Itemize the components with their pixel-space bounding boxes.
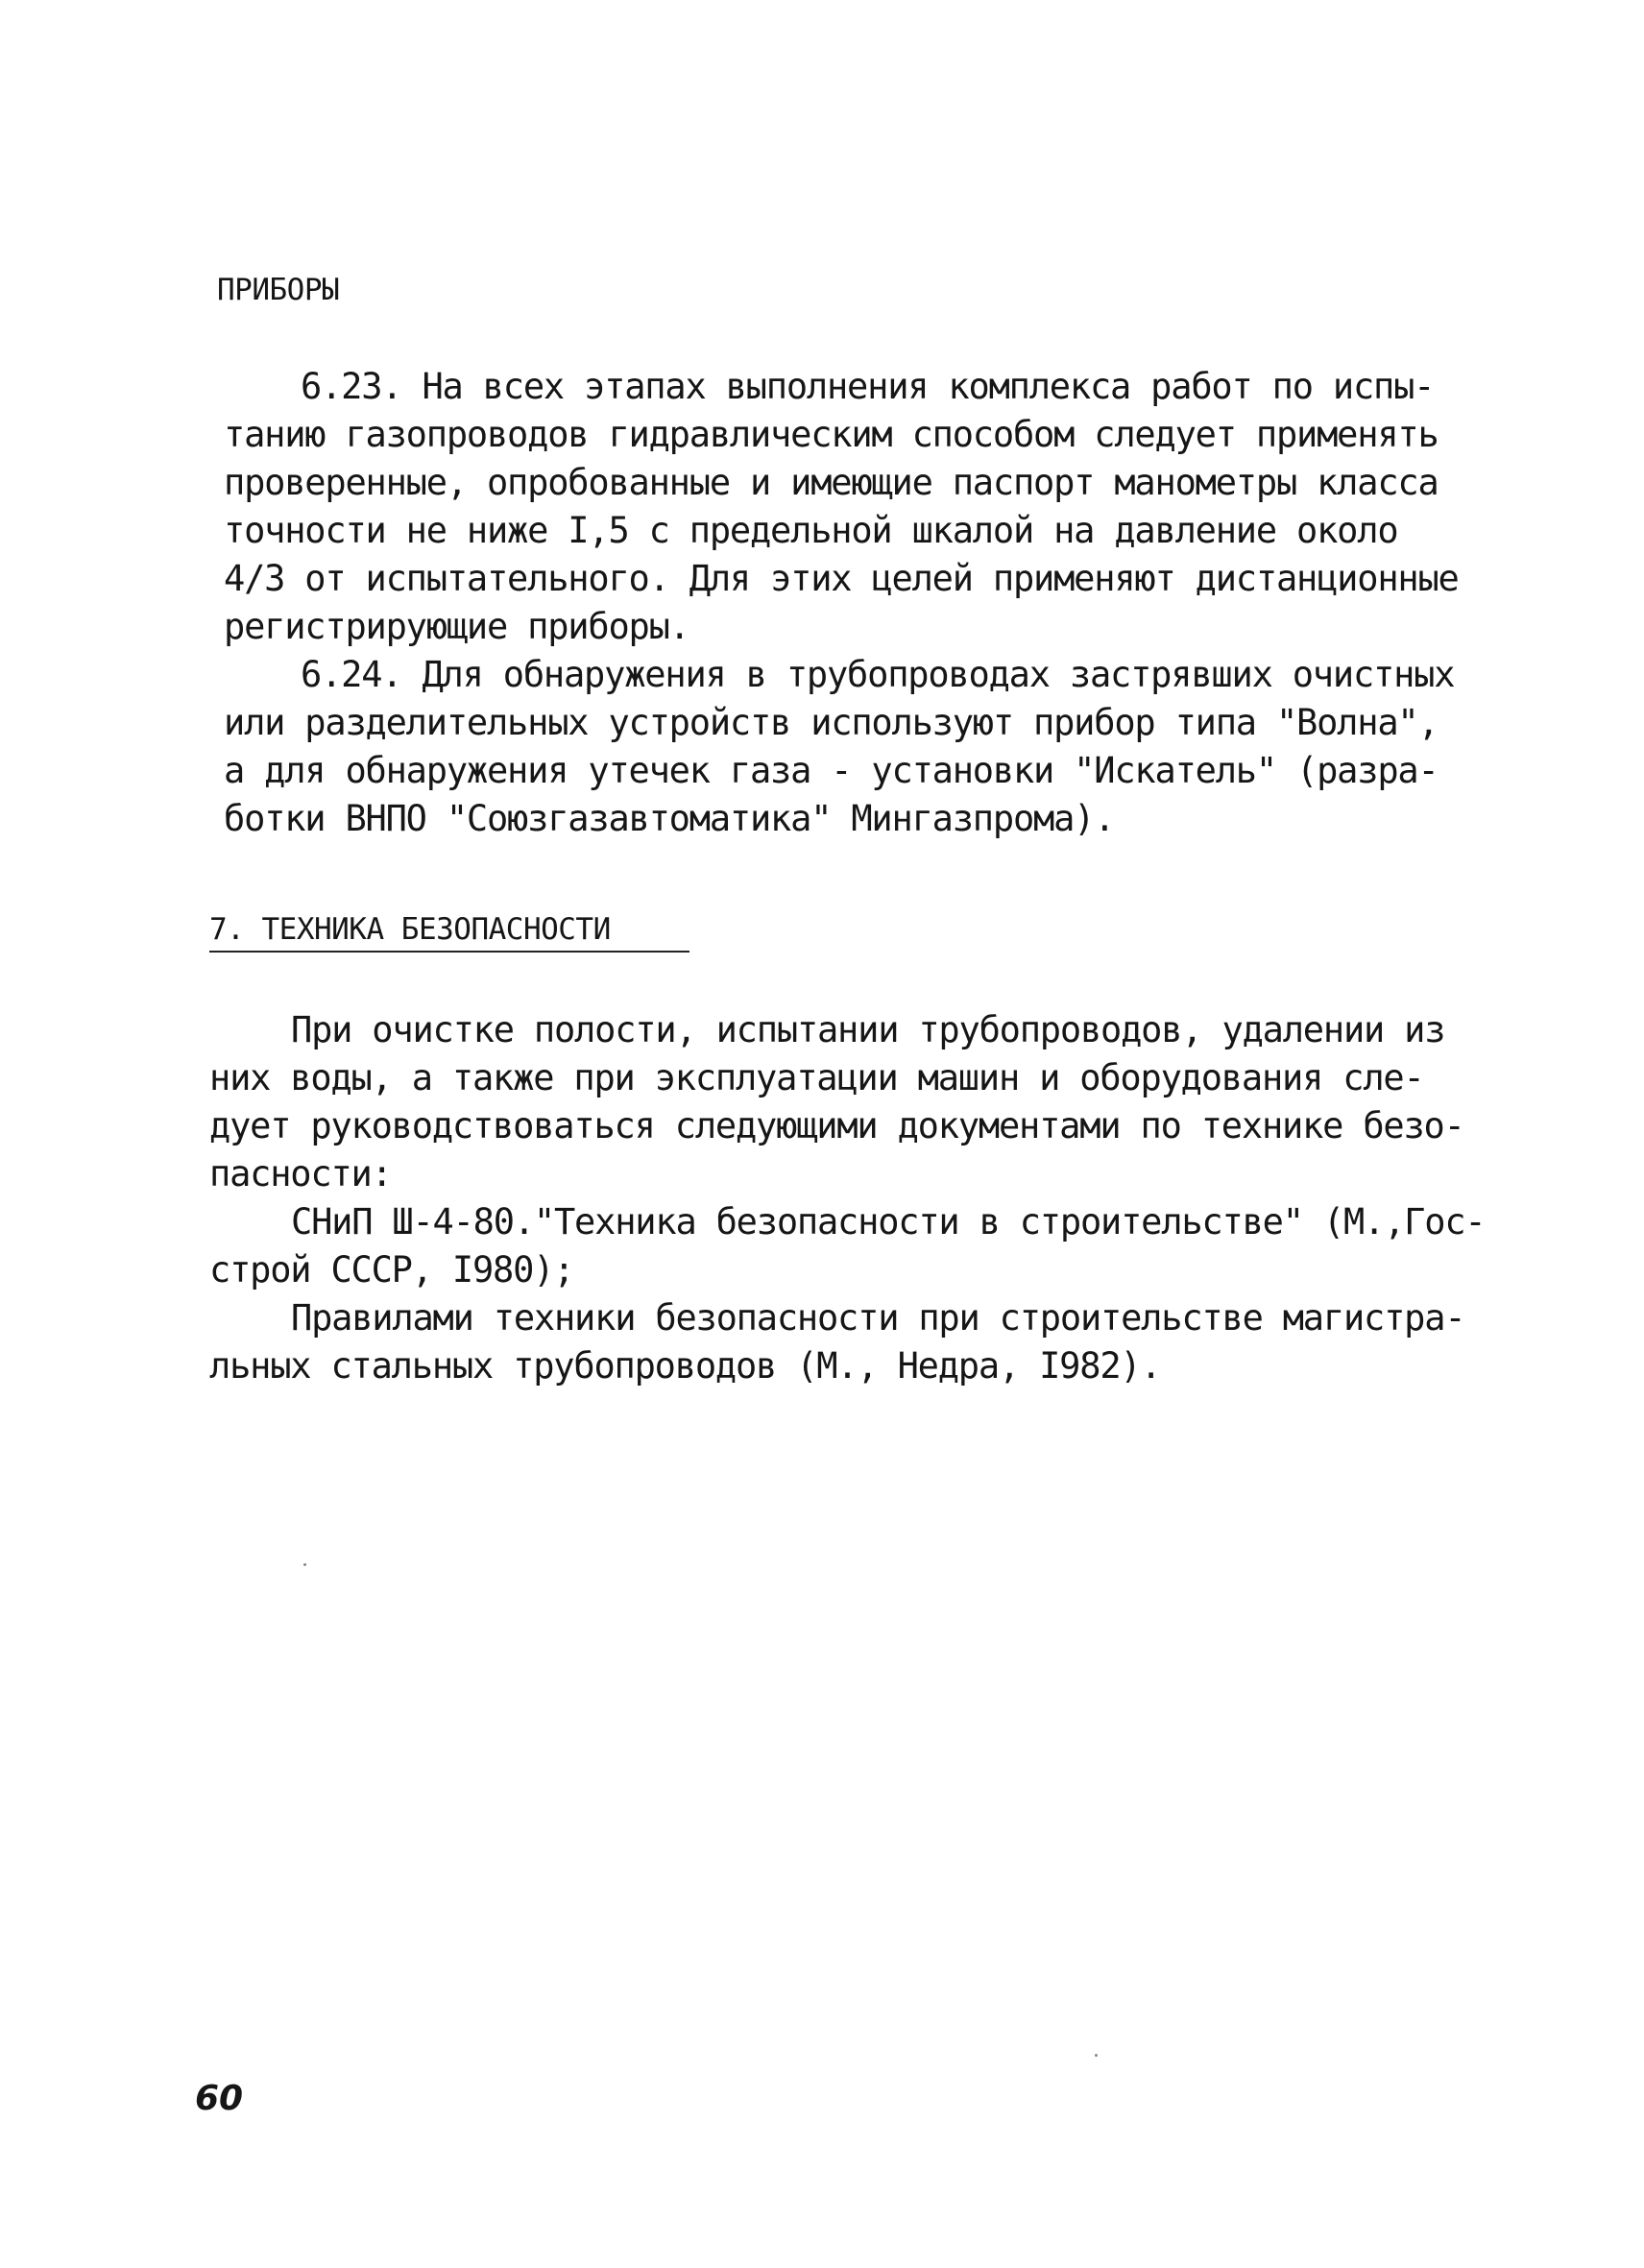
section-heading-instruments: ПРИБОРЫ [217, 273, 340, 307]
text-line: строй СССР, I980); [209, 1249, 574, 1291]
text-line: Правилами техники безопасности при строительстве магистра- [291, 1297, 1465, 1339]
text-line: пасности: [209, 1153, 392, 1194]
scan-speck [1095, 2054, 1098, 2057]
page-number: 60 [195, 2079, 244, 2118]
text-line: танию газопроводов гидравлическим способом следует применять [224, 414, 1438, 455]
text-line: а для обнаружения утечек газа - установки "Искатель" (разра- [224, 750, 1438, 791]
heading-underline [209, 951, 689, 953]
text-line: ботки ВНПО "Союзгазавтоматика" Мингазпрома). [224, 798, 1115, 839]
scan-speck [303, 1563, 306, 1566]
section-heading-safety: 7. ТЕХНИКА БЕЗОПАСНОСТИ [209, 912, 611, 947]
text-line: точности не ниже I,5 с предельной шкалой на давление около [224, 510, 1398, 551]
text-line: них воды, а также при эксплуатации машин и оборудования сле- [209, 1057, 1424, 1098]
text-line: или разделительных устройств используют прибор типа "Волна", [224, 702, 1438, 743]
text-line: дует руководствоваться следующими документами по технике безо- [209, 1105, 1464, 1146]
text-line: При очистке полости, испытании трубопроводов, удалении из [291, 1009, 1445, 1050]
text-line: проверенные, опробованные и имеющие паспорт манометры класса [224, 462, 1438, 503]
text-line: 6.24. Для обнаружения в трубопроводах застрявших очистных [301, 654, 1455, 695]
text-line: регистрирующие приборы. [224, 606, 689, 647]
text-line: льных стальных трубопроводов (М., Недра, I982). [209, 1345, 1161, 1387]
text-line: 4/3 от испытательного. Для этих целей применяют дистанционные [224, 558, 1459, 599]
text-line: 6.23. На всех этапах выполнения комплекса работ по испы- [301, 366, 1435, 407]
text-line: СНиП Ш-4-80."Техника безопасности в строительстве" (М.,Гос- [291, 1201, 1486, 1243]
